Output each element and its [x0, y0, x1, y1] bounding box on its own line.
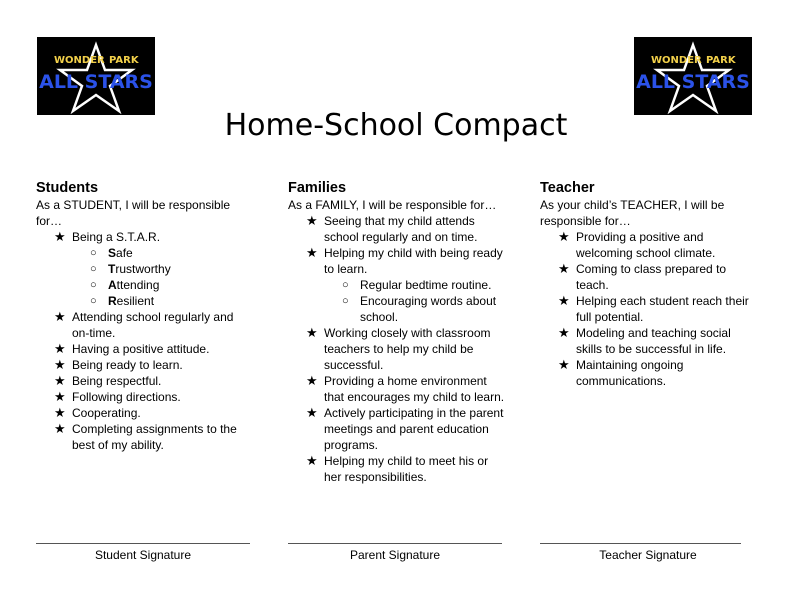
list-item: [306, 405, 508, 453]
circle-bullet-icon: ○: [342, 295, 349, 307]
list-item-text: Attending school regularly and on-time.: [72, 310, 234, 340]
families-intro: As a FAMILY, I will be responsible for…: [288, 198, 497, 212]
list-item-text: Being ready to learn.: [72, 358, 183, 372]
sub-list-item: [90, 293, 251, 309]
list-item: [54, 421, 251, 453]
star-bullet-icon: ★: [54, 357, 66, 372]
families-column: [288, 179, 508, 485]
star-bullet-icon: ★: [558, 261, 570, 276]
list-item-text: Actively participating in the parent meetings and parent education programs.: [324, 406, 504, 452]
families-list: [288, 213, 508, 485]
list-item: [558, 229, 760, 261]
parent-signature-line[interactable]: [288, 543, 502, 544]
list-item-text: Modeling and teaching social skills to be successful in life.: [576, 326, 731, 356]
list-item: [54, 229, 251, 309]
star-bullet-icon: ★: [558, 325, 570, 340]
sub-list-item: [90, 277, 251, 293]
star-bullet-icon: ★: [306, 245, 318, 260]
students-intro: As a STUDENT, I will be responsible for…: [36, 198, 231, 228]
circle-bullet-icon: ○: [90, 295, 97, 307]
acronym-initial: S: [108, 246, 117, 260]
star-bullet-icon: ★: [558, 229, 570, 244]
teacher-signature-line[interactable]: [540, 543, 741, 544]
teacher-intro: As your child’s TEACHER, I will be responsible for…: [540, 198, 725, 228]
logo-all-stars: ALL STARS: [39, 71, 153, 93]
list-item: [54, 357, 251, 373]
logo-right: [634, 37, 752, 115]
star-bullet-icon: ★: [54, 229, 66, 244]
list-item: [54, 405, 251, 421]
list-item-text: Being respectful.: [72, 374, 162, 388]
all-stars-logo: [37, 37, 155, 115]
star-bullet-icon: ★: [54, 421, 66, 436]
list-item: [54, 309, 251, 341]
list-item: [558, 293, 760, 325]
student-signature-label: Student Signature: [94, 548, 192, 562]
sub-list-item: [90, 261, 251, 277]
list-item-text: Following directions.: [72, 390, 181, 404]
star-bullet-icon: ★: [54, 373, 66, 388]
acronym-rest: ttending: [116, 278, 160, 292]
star-bullet-icon: ★: [306, 373, 318, 388]
star-acronym-list: [72, 245, 251, 309]
list-item: [558, 357, 760, 389]
list-item-text: Helping each student reach their full potential.: [576, 294, 749, 324]
list-item-text: Completing assignments to the best of my ability.: [72, 422, 237, 452]
acronym-initial: T: [108, 262, 116, 276]
sub-list-item: [90, 245, 251, 261]
list-item: [306, 373, 508, 405]
acronym-initial: R: [108, 294, 117, 308]
teacher-column: [540, 179, 760, 389]
logo-park: PARK: [109, 55, 139, 66]
list-item-text: Coming to class prepared to teach.: [576, 262, 727, 292]
list-item-text: Cooperating.: [72, 406, 141, 420]
list-item-text: Maintaining ongoing communications.: [576, 358, 684, 388]
logo-left: [37, 37, 155, 115]
students-heading: Students: [36, 180, 99, 196]
list-item-text: Seeing that my child attends school regularly and on time.: [324, 214, 478, 244]
sub-list-item-text: Encouraging words about school.: [360, 294, 497, 324]
star-bullet-icon: ★: [306, 325, 318, 340]
star-bullet-icon: ★: [306, 453, 318, 468]
sub-list-item-text: Regular bedtime routine.: [360, 278, 492, 292]
logo-wonder: WONDER: [54, 55, 105, 66]
circle-bullet-icon: ○: [90, 279, 97, 291]
list-item-text: Helping my child to meet his or her responsibilities.: [324, 454, 489, 484]
list-item: [54, 373, 251, 389]
logo-wonder: WONDER: [651, 55, 702, 66]
teacher-heading: Teacher: [540, 180, 595, 196]
list-item-text: Being a S.T.A.R.: [72, 230, 161, 244]
list-item: [558, 261, 760, 293]
teacher-list: [540, 229, 760, 389]
star-bullet-icon: ★: [558, 357, 570, 372]
circle-bullet-icon: ○: [342, 279, 349, 291]
list-item: [306, 325, 508, 373]
list-item-text: Providing a home environment that encourages my child to learn.: [324, 374, 505, 404]
students-list: [36, 229, 251, 453]
logo-park: PARK: [706, 55, 736, 66]
star-bullet-icon: ★: [558, 293, 570, 308]
families-heading: Families: [288, 180, 347, 196]
sub-list-item: [342, 277, 508, 293]
parent-signature-label: Parent Signature: [349, 548, 441, 562]
list-item-text: Helping my child with being ready to learn.: [324, 246, 503, 276]
star-bullet-icon: ★: [54, 309, 66, 324]
list-item: [306, 245, 508, 325]
page-title: Home-School Compact: [224, 108, 568, 144]
student-signature-line[interactable]: [36, 543, 250, 544]
circle-bullet-icon: ○: [90, 263, 97, 275]
acronym-rest: rustworthy: [115, 262, 171, 276]
list-item: [54, 389, 251, 405]
list-item: [306, 453, 508, 485]
logo-all-stars: ALL STARS: [636, 71, 750, 93]
teacher-signature-label: Teacher Signature: [599, 548, 697, 562]
acronym-rest: esilient: [116, 294, 155, 308]
star-bullet-icon: ★: [54, 389, 66, 404]
star-bullet-icon: ★: [54, 405, 66, 420]
star-bullet-icon: ★: [54, 341, 66, 356]
circle-bullet-icon: ○: [90, 247, 97, 259]
families-sub-list: [324, 277, 508, 325]
star-bullet-icon: ★: [306, 405, 318, 420]
list-item-text: Working closely with classroom teachers to help my child be successful.: [324, 326, 491, 372]
list-item: [54, 341, 251, 357]
students-column: [36, 179, 251, 453]
all-stars-logo: [634, 37, 752, 115]
list-item: [558, 325, 760, 357]
list-item-text: Providing a positive and welcoming school climate.: [576, 230, 716, 260]
star-bullet-icon: ★: [306, 213, 318, 228]
sub-list-item: [342, 293, 508, 325]
list-item-text: Having a positive attitude.: [72, 342, 210, 356]
acronym-rest: afe: [116, 246, 133, 260]
acronym-initial: A: [108, 278, 117, 292]
list-item: [306, 213, 508, 245]
